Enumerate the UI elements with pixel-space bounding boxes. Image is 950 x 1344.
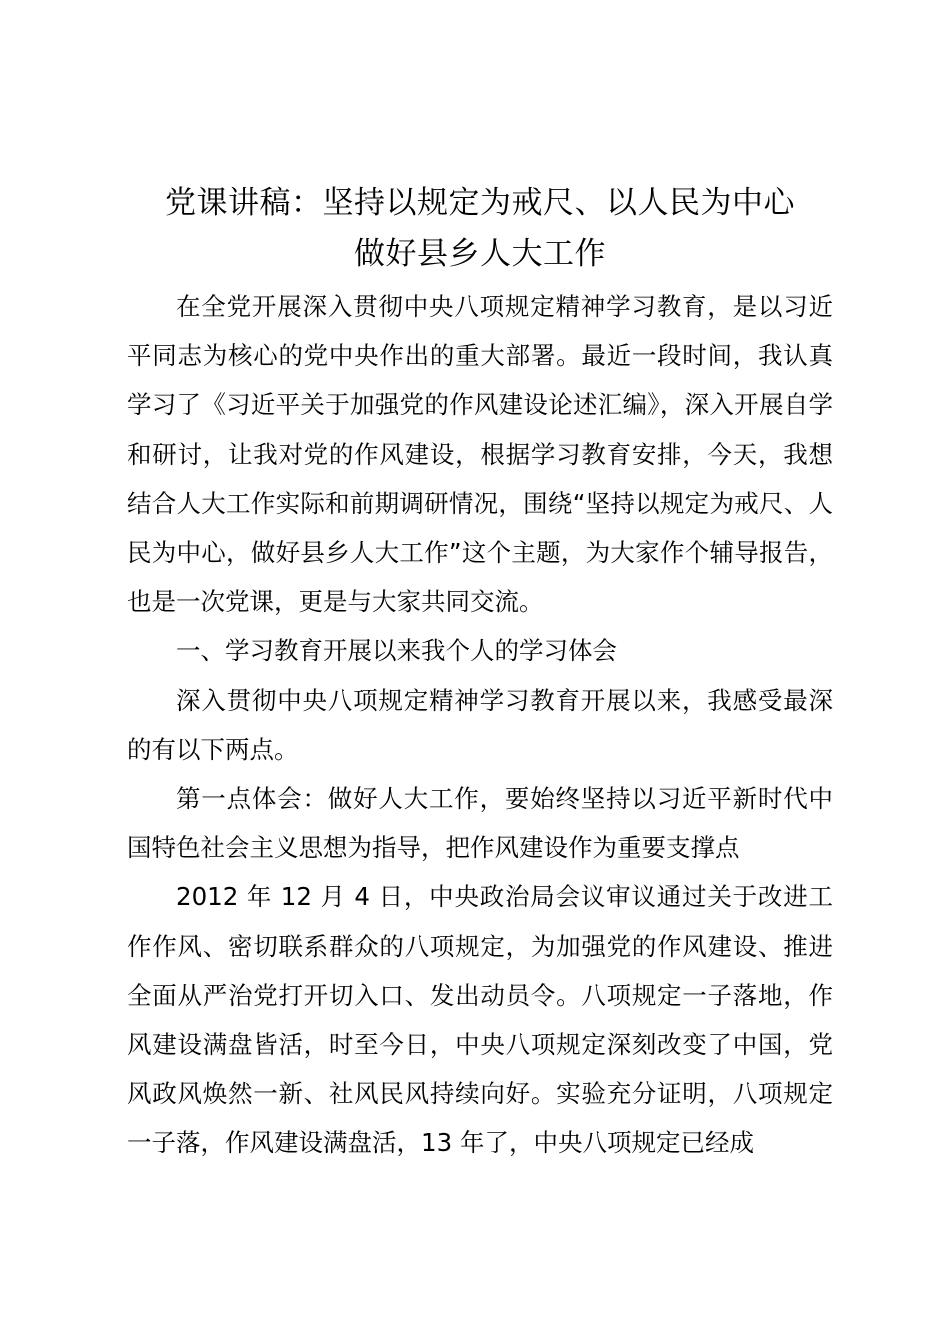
document-body xyxy=(127,282,833,1168)
paragraph-history: 2012 年 12 月 4 日，中央政治局会议审议通过关于改进工作作风、密切联系群众的八项规定，为加强党的作风建设、推进全面从严治党打开切入口、发出动员令。八项规定一子落地，作风建设满盘皆活，时至今日，中央八项规定深刻改变了中国，党风政风焕然一新、社风民风持续向好。实验充分证明，八项规定一子落，作风建设满盘活，13 年了，中央八项规定已经成 xyxy=(127,882,833,1158)
paragraph-summary: 深入贯彻中央八项规定精神学习教育开展以来，我感受最深的有以下两点。 xyxy=(127,685,833,764)
paragraph-point-1: 第一点体会：做好人大工作，要始终坚持以习近平新时代中国特色社会主义思想为指导，把作风建设作为重要支撑点 xyxy=(127,784,833,863)
paragraph-intro: 在全党开展深入贯彻中央八项规定精神学习教育，是以习近平同志为核心的党中央作出的重大部署。最近一段时间，我认真学习了《习近平关于加强党的作风建设论述汇编》，深入开展自学和研讨，让我对党的作风建设，根据学习教育安排，今天，我想结合人大工作实际和前期调研情况，围绕“坚持以规定为戒尺、人民为中心，做好县乡人大工作”这个主题，为大家作个辅导报告，也是一次党课，更是与大家共同交流。 xyxy=(127,292,833,617)
section-heading-1: 一、学习教育开展以来我个人的学习体会 xyxy=(176,636,617,666)
document-title xyxy=(127,178,833,280)
title-line-2: 做好县乡人大工作 xyxy=(354,236,606,272)
title-line-1: 党课讲稿：坚持以规定为戒尺、以人民为中心 xyxy=(165,185,795,221)
document-page xyxy=(127,178,833,1168)
